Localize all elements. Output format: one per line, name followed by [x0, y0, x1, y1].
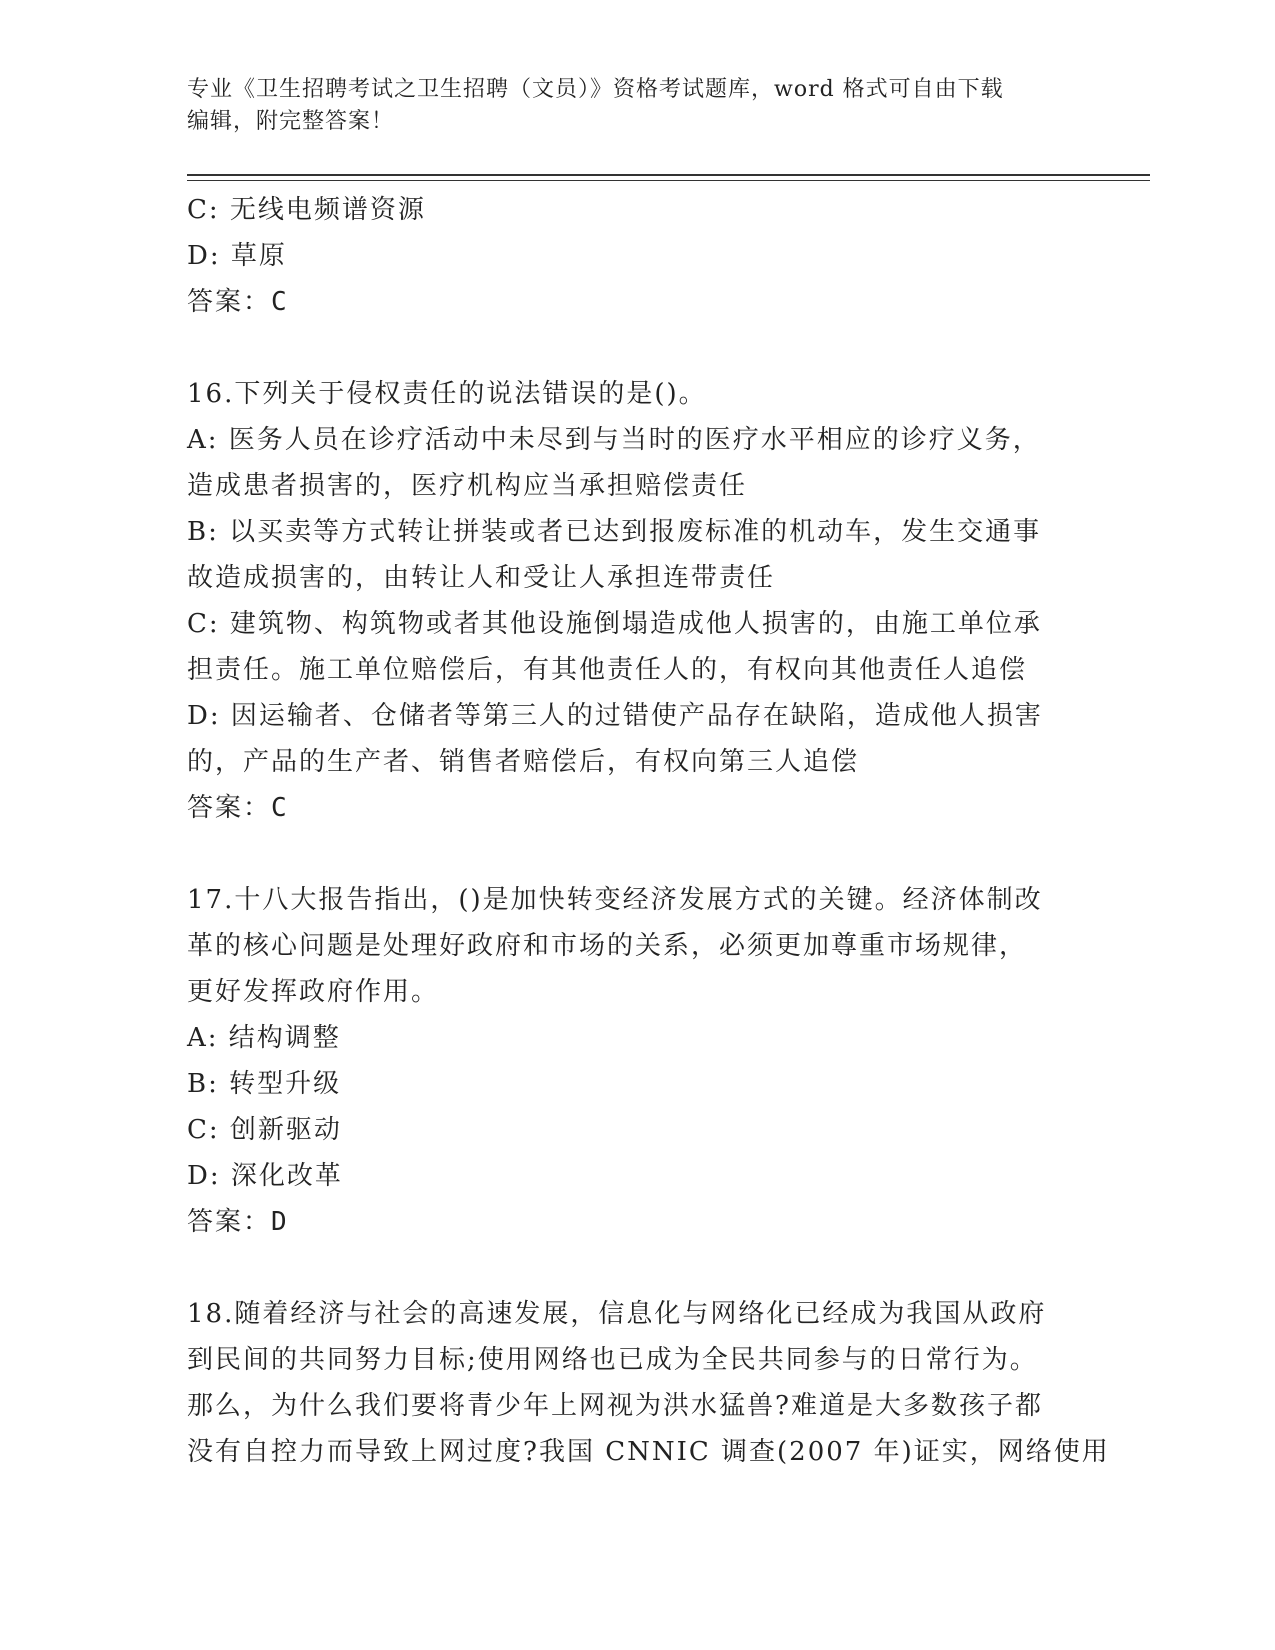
question-list [187, 187, 1110, 1475]
question-17 [187, 877, 1087, 1245]
option-b: B: 转型升级 [187, 1069, 342, 1099]
question-16-stem: 16.下列关于侵权责任的说法错误的是()。 [187, 379, 707, 409]
option-c: C: 创新驱动 [187, 1115, 342, 1145]
header-divider-thin [187, 180, 1150, 181]
question-17-stem: 17.十八大报告指出，()是加快转变经济发展方式的关键。经济体制改 [187, 885, 1043, 915]
question-18-stem-continued: 没有自控力而导致上网过度?我国 CNNIC 调查(2007 年)证实，网络使用 [187, 1437, 1110, 1467]
question-18 [187, 1291, 1110, 1475]
option-a-continued: 造成患者损害的，医疗机构应当承担赔偿责任 [187, 471, 748, 501]
answer-line [187, 279, 1087, 325]
answer-value: C [271, 287, 289, 317]
page-header [187, 74, 1067, 138]
option-c-continued: 担责任。施工单位赔偿后，有其他责任人的，有权向其他责任人追偿 [187, 655, 1028, 685]
answer-value: C [271, 793, 289, 823]
header-divider-thick [187, 174, 1150, 176]
question-17-stem-continued: 革的核心问题是处理好政府和市场的关系，必须更加尊重市场规律， [187, 931, 1028, 961]
option-b-continued: 故造成损害的，由转让人和受让人承担连带责任 [187, 563, 776, 593]
question-spacer [187, 831, 1087, 877]
question-18-stem-continued: 那么，为什么我们要将青少年上网视为洪水猛兽?难道是大多数孩子都 [187, 1391, 1043, 1421]
answer-value: D [271, 1207, 289, 1237]
option-d: D: 深化改革 [187, 1161, 343, 1191]
answer-label: 答案： [187, 793, 272, 823]
option-c: C: 无线电频谱资源 [187, 195, 426, 225]
question-18-stem: 18.随着经济与社会的高速发展，信息化与网络化已经成为我国从政府 [187, 1299, 1047, 1329]
option-a: A: 医务人员在诊疗活动中未尽到与当时的医疗水平相应的诊疗义务， [187, 425, 1041, 455]
answer-line [187, 1199, 1087, 1245]
option-d-continued: 的，产品的生产者、销售者赔偿后，有权向第三人追偿 [187, 747, 860, 777]
answer-label: 答案： [187, 287, 272, 317]
question-spacer [187, 1245, 1087, 1291]
option-a: A: 结构调整 [187, 1023, 341, 1053]
header-title-line-2: 编辑，附完整答案！ [187, 109, 395, 134]
header-title-line-1: 专业《卫生招聘考试之卫生招聘（文员）》资格考试题库，word 格式可自由下载 [187, 77, 1004, 102]
option-b: B: 以买卖等方式转让拼装或者已达到报废标准的机动车，发生交通事 [187, 517, 1042, 547]
question-spacer [187, 325, 1087, 371]
option-d: D: 因运输者、仓储者等第三人的过错使产品存在缺陷，造成他人损害 [187, 701, 1043, 731]
answer-line [187, 785, 1087, 831]
question-15-continued [187, 187, 1087, 325]
question-16 [187, 371, 1087, 831]
answer-label: 答案： [187, 1207, 272, 1237]
question-18-stem-continued: 到民间的共同努力目标;使用网络也已成为全民共同参与的日常行为。 [187, 1345, 1038, 1375]
question-17-stem-continued: 更好发挥政府作用。 [187, 977, 440, 1007]
option-c: C: 建筑物、构筑物或者其他设施倒塌造成他人损害的，由施工单位承 [187, 609, 1042, 639]
option-d: D: 草原 [187, 241, 287, 271]
